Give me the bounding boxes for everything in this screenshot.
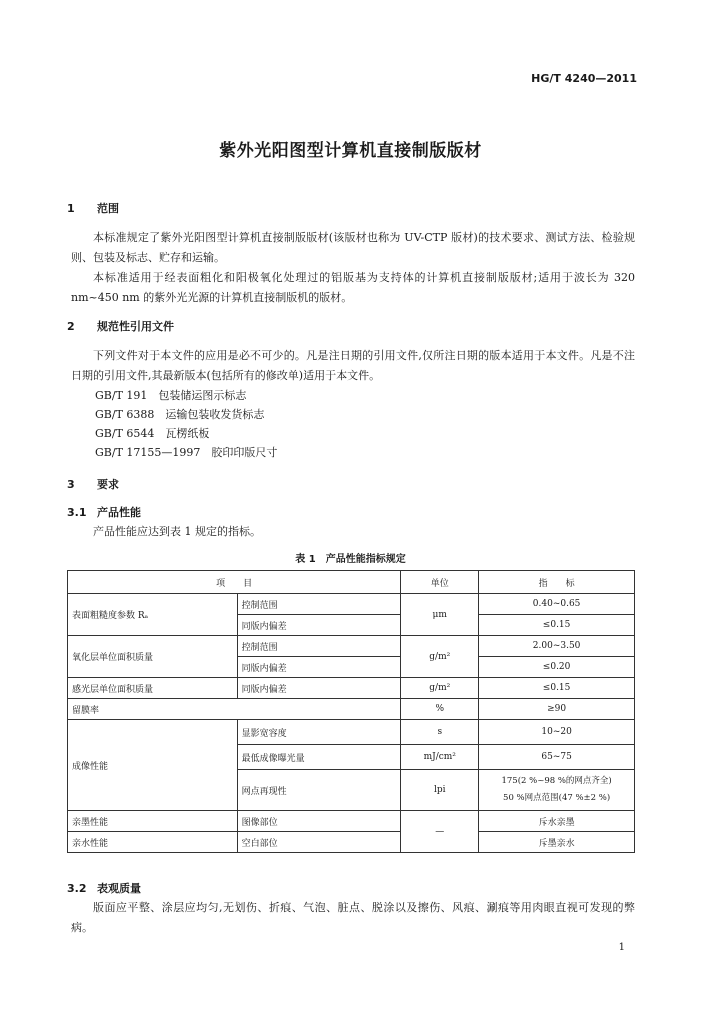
section-number: 3.2 — [67, 882, 87, 895]
table-cell: 网点再现性 — [237, 770, 401, 811]
header-unit: 单位 — [401, 571, 479, 594]
section-title: 规范性引用文件 — [97, 320, 174, 333]
table-cell: lpi — [401, 770, 479, 811]
table-cell: ≤0.15 — [479, 615, 635, 636]
standard-code: HG/T 4240—2011 — [531, 72, 637, 85]
table-cell: g/m² — [401, 678, 479, 699]
section-title: 范围 — [97, 202, 119, 215]
reference-item: GB/T 191 包装储运图示标志 — [95, 389, 247, 402]
section-3-heading — [67, 476, 119, 492]
table-cell: 控制范围 — [237, 636, 401, 657]
table-cell: 亲水性能 — [68, 832, 238, 853]
table-row — [68, 678, 635, 699]
table-cell: g/m² — [401, 636, 479, 678]
section-title: 产品性能 — [97, 506, 141, 519]
section-number: 3.1 — [67, 506, 87, 519]
table-cell: 同版内偏差 — [237, 678, 401, 699]
table-cell: % — [401, 699, 479, 720]
section-number: 2 — [67, 320, 75, 333]
reference-list — [95, 386, 277, 462]
table-cell: ≤0.20 — [479, 657, 635, 678]
table-cell: 同版内偏差 — [237, 615, 401, 636]
section-1-heading — [67, 200, 119, 216]
table-caption: 表 1 产品性能指标规定 — [295, 554, 406, 565]
table-cell: 成像性能 — [68, 720, 238, 811]
table-row — [68, 832, 635, 853]
table-row — [68, 811, 635, 832]
section-number: 3 — [67, 478, 75, 491]
table-cell: 2.00~3.50 — [479, 636, 635, 657]
section-1-body — [71, 228, 635, 308]
performance-table — [67, 570, 635, 853]
reference-item: GB/T 17155—1997 胶印印版尺寸 — [95, 446, 278, 459]
table-cell: 65~75 — [479, 745, 635, 770]
section-title: 表观质量 — [97, 882, 141, 895]
reference-item: GB/T 6544 瓦楞纸板 — [95, 427, 210, 440]
section-3-1-heading — [67, 504, 141, 520]
cell-line: 175(2 %~98 %的网点齐全) — [501, 776, 612, 786]
table-cell: ≥90 — [479, 699, 635, 720]
table-cell: μm — [401, 594, 479, 636]
table-cell: 0.40~0.65 — [479, 594, 635, 615]
paragraph: 版面应平整、涂层应均匀,无划伤、折痕、气泡、脏点、脱涂以及擦伤、风痕、涮痕等用肉眼直视可发现的弊病。 — [71, 901, 635, 934]
table-cell: 图像部位 — [237, 811, 401, 832]
paragraph: 本标准规定了紫外光阳图型计算机直接制版版材(该版材也称为 UV-CTP 版材)的技术要求、测试方法、检验规则、包装及标志、贮存和运输。 — [71, 231, 635, 264]
header-item: 项 目 — [68, 571, 401, 594]
section-3-2-heading — [67, 880, 141, 896]
section-2-body — [71, 346, 635, 386]
table-cell: mJ/cm² — [401, 745, 479, 770]
table-cell: 斥墨亲水 — [479, 832, 635, 853]
section-number: 1 — [67, 202, 75, 215]
section-title: 要求 — [97, 478, 119, 491]
table-cell: 控制范围 — [237, 594, 401, 615]
table-row — [68, 594, 635, 615]
table-cell: 氧化层单位面积质量 — [68, 636, 238, 678]
header-index: 指 标 — [479, 571, 635, 594]
table-cell: 最低成像曝光量 — [237, 745, 401, 770]
table-cell: 斥水亲墨 — [479, 811, 635, 832]
table-cell: 空白部位 — [237, 832, 401, 853]
table-row — [68, 636, 635, 657]
table-cell: 10~20 — [479, 720, 635, 745]
cell-line: 50 %网点范围(47 %±2 %) — [503, 793, 611, 803]
reference-item: GB/T 6388 运输包装收发货标志 — [95, 408, 265, 421]
section-2-heading — [67, 318, 174, 334]
table-cell: ≤0.15 — [479, 678, 635, 699]
paragraph: 本标准适用于经表面粗化和阳极氧化处理过的铝版基为支持体的计算机直接制版版材;适用于波长为 320 nm~450 nm 的紫外光光源的计算机直接制版机的版材。 — [71, 271, 635, 304]
section-3-2-body — [71, 898, 635, 938]
table-cell: 留膜率 — [68, 699, 401, 720]
table-cell: 感光层单位面积质量 — [68, 678, 238, 699]
table-header-row — [68, 571, 635, 594]
paragraph: 下列文件对于本文件的应用是必不可少的。凡是注日期的引用文件,仅所注日期的版本适用于本文件。凡是不注日期的引用文件,其最新版本(包括所有的修改单)适用于本文件。 — [71, 349, 635, 382]
table-row — [68, 720, 635, 745]
table-cell: — — [401, 811, 479, 853]
table-cell: 同版内偏差 — [237, 657, 401, 678]
page-number: 1 — [618, 942, 625, 953]
table-cell: 亲墨性能 — [68, 811, 238, 832]
document-title: 紫外光阳图型计算机直接制版版材 — [219, 141, 482, 161]
table-row — [68, 699, 635, 720]
table-cell: 显影宽容度 — [237, 720, 401, 745]
table-cell: 表面粗糙度参数 Rₐ — [68, 594, 238, 636]
table-cell: s — [401, 720, 479, 745]
section-3-1-body — [71, 522, 635, 542]
paragraph: 产品性能应达到表 1 规定的指标。 — [93, 525, 261, 538]
table-cell — [479, 770, 635, 811]
